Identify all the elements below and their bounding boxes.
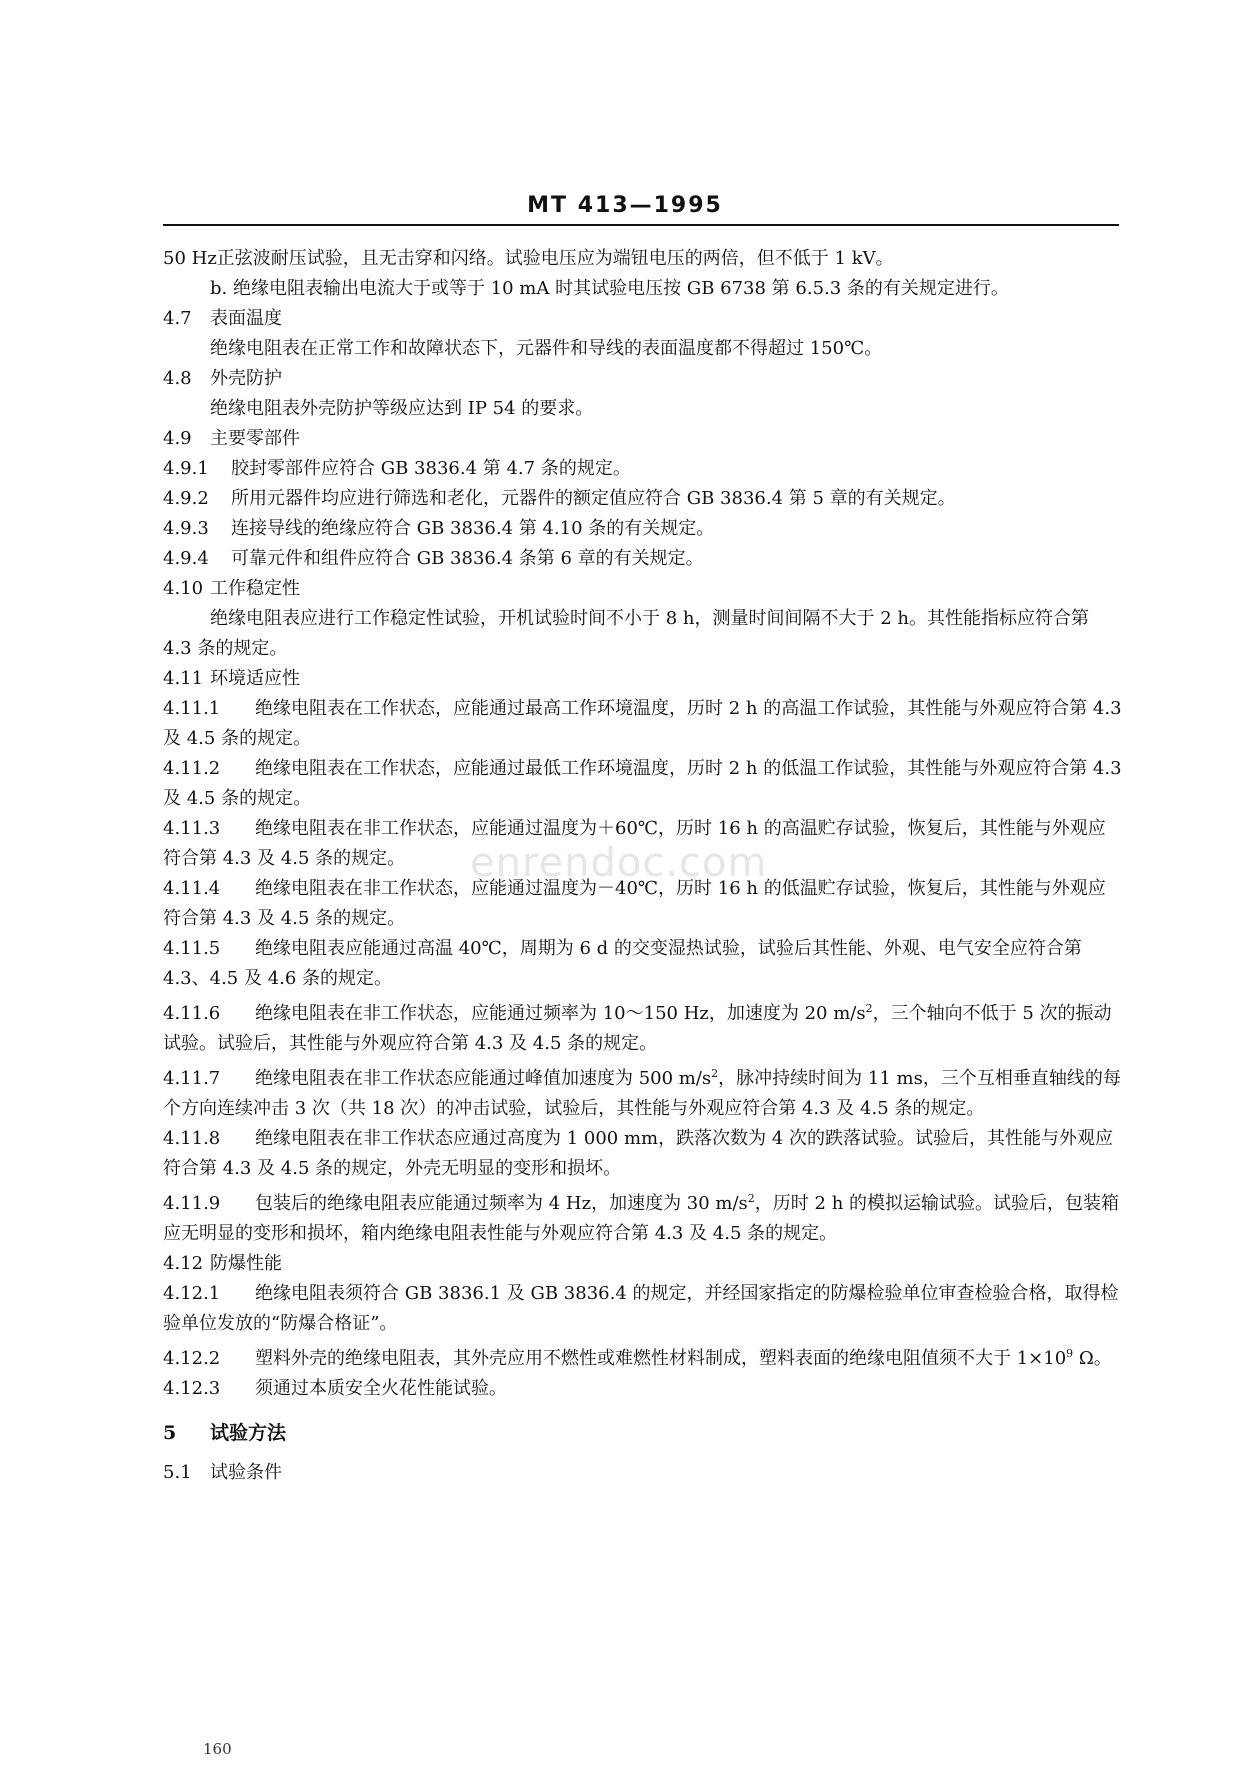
clause-number: 4.12.3	[163, 1378, 221, 1399]
section-number: 5	[163, 1422, 177, 1444]
clause-number: 4.11.5	[163, 938, 221, 959]
clause-number: 4.9.4	[163, 548, 209, 569]
clause-text: 绝缘电阻表在非工作状态，应能通过温度为－40℃，历时 16 h 的低温贮存试验，恢复后，其性能与外观应符合第 4.3 及 4.5 条的规定。	[163, 878, 1106, 929]
watermark: enrendoc.com	[470, 840, 768, 886]
section-5-heading	[163, 1418, 1123, 1448]
clause-4-11-4	[163, 874, 1123, 934]
clause-4-11-8	[163, 1124, 1123, 1184]
superscript: 2	[865, 1002, 873, 1015]
clause-4-9-3	[163, 514, 1123, 544]
section-title: 试验条件	[210, 1462, 282, 1483]
section-4-7-heading	[163, 304, 1123, 334]
clause-number: 4.11.9	[163, 1193, 221, 1214]
superscript: 2	[711, 1067, 719, 1080]
clause-text: 连接导线的绝缘应符合 GB 3836.4 第 4.10 条的有关规定。	[231, 518, 715, 539]
clause-number: 4.11.6	[163, 1003, 221, 1024]
section-number: 4.7	[163, 308, 192, 329]
clause-text: 绝缘电阻表在工作状态，应能通过最低工作环境温度，历时 2 h 的低温工作试验，其性能与外观应符合第 4.3 及 4.5 条的规定。	[163, 758, 1122, 809]
page-number: 160	[203, 1740, 232, 1758]
paragraph-continuation: 50 Hz正弦波耐压试验，且无击穿和闪络。试验电压应为端钮电压的两倍，但不低于 1 kV。	[163, 248, 894, 269]
superscript: 9	[1066, 1347, 1074, 1360]
clause-text: 绝缘电阻表在非工作状态应通过高度为 1 000 mm，跌落次数为 4 次的跌落试验。试验后，其性能与外观应符合第 4.3 及 4.5 条的规定，外壳无明显的变形和损坏。	[163, 1128, 1114, 1179]
section-number: 4.11	[163, 668, 204, 689]
section-title: 环境适应性	[210, 668, 300, 689]
clause-number: 4.9.2	[163, 488, 209, 509]
clause-number: 4.11.2	[163, 758, 221, 779]
page-header-title: MT 413—1995	[527, 193, 723, 218]
clause-text-b: ，三个轴向不低于 5 次的振动试验。试验后，其性能与外观应符合第 4.3 及 4.5 条的规定。	[163, 1003, 1112, 1054]
clause-text: 绝缘电阻表应能通过高温 40℃，周期为 6 d 的交变湿热试验，试验后其性能、外观、电气安全应符合第 4.3、4.5 及 4.6 条的规定。	[163, 938, 1082, 989]
clause-text: 绝缘电阻表在非工作状态，应能通过温度为＋60℃，历时 16 h 的高温贮存试验，恢复后，其性能与外观应符合第 4.3 及 4.5 条的规定。	[163, 818, 1106, 869]
clause-4-12-2	[163, 1339, 1123, 1374]
section-number: 4.12	[163, 1253, 204, 1274]
superscript: 2	[747, 1192, 755, 1205]
clause-4-11-7	[163, 1059, 1123, 1124]
section-4-8-heading	[163, 364, 1123, 394]
document-body	[163, 244, 1123, 1488]
section-title: 主要零部件	[210, 428, 300, 449]
clause-4-11-5	[163, 934, 1123, 994]
section-4-9-heading	[163, 424, 1123, 454]
clause-text: 须通过本质安全火花性能试验。	[255, 1378, 507, 1399]
section-4-8-body: 绝缘电阻表外壳防护等级应达到 IP 54 的要求。	[210, 398, 594, 419]
clause-number: 4.11.4	[163, 878, 221, 899]
clause-4-11-2	[163, 754, 1123, 814]
section-number: 4.8	[163, 368, 192, 389]
section-4-7-body: 绝缘电阻表在正常工作和故障状态下，元器件和导线的表面温度都不得超过 150℃。	[210, 338, 883, 359]
clause-text-b: ，脉冲持续时间为 11 ms，三个互相垂直轴线的每个方向连续冲击 3 次（共 18 次）的冲击试验，试验后，其性能与外观应符合第 4.3 及 4.5 条的规定。	[163, 1068, 1121, 1119]
clause-text: 所用元器件均应进行筛选和老化，元器件的额定值应符合 GB 3836.4 第 5 章的有关规定。	[231, 488, 956, 509]
clause-number: 4.11.1	[163, 698, 221, 719]
clause-4-11-6	[163, 994, 1123, 1059]
section-title: 试验方法	[210, 1422, 287, 1444]
clause-text: 绝缘电阻表须符合 GB 3836.1 及 GB 3836.4 的规定，并经国家指定的防爆检验单位审查检验合格，取得检验单位发放的“防爆合格证”。	[163, 1283, 1119, 1334]
section-number: 5.1	[163, 1462, 192, 1483]
clause-4-11-3	[163, 814, 1123, 874]
section-4-10-body: 绝缘电阻表应进行工作稳定性试验，开机试验时间不小于 8 h，测量时间间隔不大于 2 h。其性能指标应符合第 4.3 条的规定。	[163, 608, 1089, 659]
clause-text: 绝缘电阻表在工作状态，应能通过最高工作环境温度，历时 2 h 的高温工作试验，其性能与外观应符合第 4.3 及 4.5 条的规定。	[163, 698, 1122, 749]
clause-text-b: ，历时 2 h 的模拟运输试验。试验后，包装箱应无明显的变形和损坏，箱内绝缘电阻表性能与外观应符合第 4.3 及 4.5 条的规定。	[163, 1193, 1120, 1244]
clause-4-12-1	[163, 1279, 1123, 1339]
section-4-10-heading	[163, 574, 1123, 604]
section-title: 防爆性能	[210, 1253, 282, 1274]
section-title: 表面温度	[210, 308, 282, 329]
clause-4-9-4	[163, 544, 1123, 574]
clause-number: 4.11.8	[163, 1128, 221, 1149]
section-4-11-heading	[163, 664, 1123, 694]
clause-4-11-1	[163, 694, 1123, 754]
clause-number: 4.12.1	[163, 1283, 221, 1304]
clause-number: 4.12.2	[163, 1348, 221, 1369]
clause-4-12-3	[163, 1374, 1123, 1404]
section-number: 4.9	[163, 428, 192, 449]
section-title: 外壳防护	[210, 368, 282, 389]
header-rule	[163, 224, 1119, 226]
clause-text-a: 包装后的绝缘电阻表应能通过频率为 4 Hz，加速度为 30 m/s	[255, 1193, 748, 1214]
clause-text-b: Ω。	[1073, 1348, 1112, 1369]
clause-text-a: 绝缘电阻表在非工作状态应能通过峰值加速度为 500 m/s	[255, 1068, 712, 1089]
clause-number: 4.11.3	[163, 818, 221, 839]
clause-4-9-2	[163, 484, 1123, 514]
section-title: 工作稳定性	[210, 578, 300, 599]
clause-number: 4.9.1	[163, 458, 209, 479]
clause-4-11-9	[163, 1184, 1123, 1249]
paragraph-item-b: b. 绝缘电阻表输出电流大于或等于 10 mA 时其试验电压按 GB 6738 第 6.5.3 条的有关规定进行。	[210, 278, 1009, 299]
section-4-12-heading	[163, 1249, 1123, 1279]
clause-4-9-1	[163, 454, 1123, 484]
section-5-1-heading	[163, 1458, 1123, 1488]
clause-text-a: 塑料外壳的绝缘电阻表，其外壳应用不燃性或难燃性材料制成，塑料表面的绝缘电阻值须不大于 1×10	[255, 1348, 1067, 1369]
section-number: 4.10	[163, 578, 204, 599]
clause-text: 胶封零部件应符合 GB 3836.4 第 4.7 条的规定。	[231, 458, 631, 479]
clause-text-a: 绝缘电阻表在非工作状态，应能通过频率为 10～150 Hz，加速度为 20 m/s	[255, 1003, 866, 1024]
clause-text: 可靠元件和组件应符合 GB 3836.4 条第 6 章的有关规定。	[231, 548, 704, 569]
clause-number: 4.9.3	[163, 518, 209, 539]
clause-number: 4.11.7	[163, 1068, 221, 1089]
